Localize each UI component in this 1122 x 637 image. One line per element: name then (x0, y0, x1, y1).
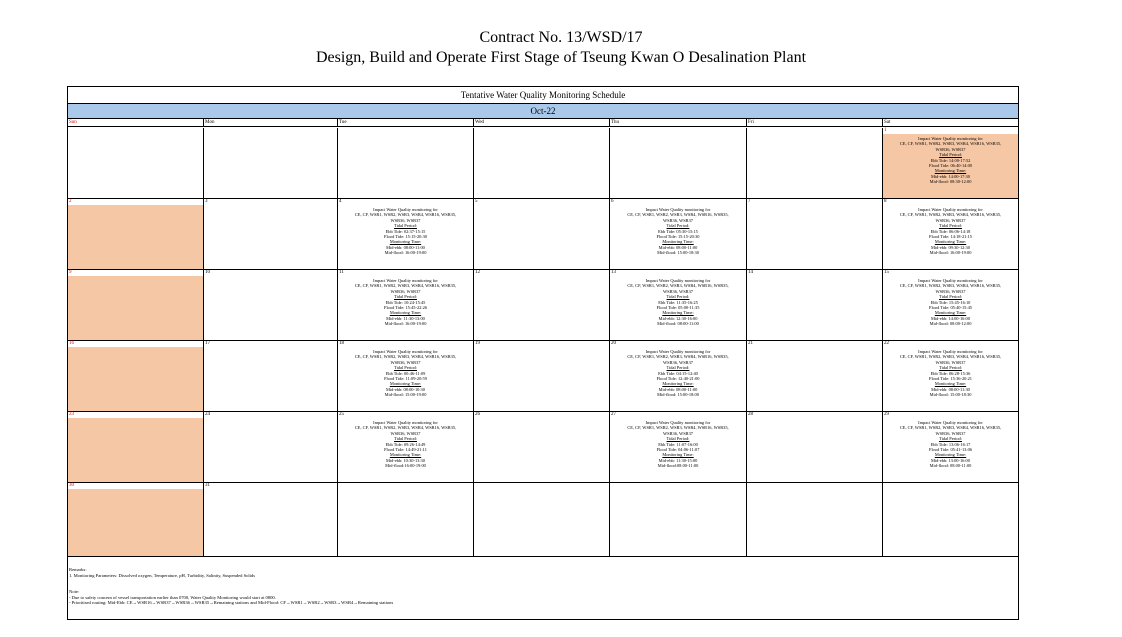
mid-ebb: Mid-ebb: 11:30-15:00 (658, 457, 698, 463)
note-heading: Note: (69, 589, 80, 595)
mid-flood: Mid-flood: 08:00-11:00 (657, 321, 699, 327)
day-cell-15 (883, 270, 1018, 341)
monitoring-event (610, 349, 746, 398)
mid-ebb: Mid-ebb: 13:00-16:00 (931, 457, 970, 463)
empty-day-cell (610, 128, 747, 199)
empty-day-cell (68, 128, 204, 199)
mid-flood: Mid-flood: 08:00-11:00 (929, 463, 972, 469)
weekday-sat: Sat (883, 119, 1018, 127)
day-body (338, 489, 473, 556)
day-body (204, 276, 337, 340)
monitoring-time-heading: Monitoring Time: (934, 168, 967, 174)
event-stations: CE, CF, WSR1, WSR2, WSR3, WSR4, WSR16, WSR35, (899, 212, 1002, 218)
event-stations: WSR36, WSR37 (390, 430, 421, 436)
day-body (474, 205, 609, 269)
event-title: Impact Water Quality monitoring for (373, 207, 438, 212)
day-number: 30 (69, 483, 74, 488)
contract-number: Contract No. 13/WSD/17 (479, 29, 643, 46)
empty-day-cell (747, 128, 883, 199)
monitoring-event (338, 207, 473, 256)
day-number: 13 (611, 270, 616, 275)
day-cell-6 (610, 199, 747, 270)
weekday-tue: Tue (338, 119, 474, 127)
flood-tide: Flood Tide: 14:18-21:15 (929, 234, 972, 240)
monitoring-time-heading: Monitoring Time: (934, 452, 967, 458)
day-number: 5 (475, 199, 478, 204)
tidal-period-heading: Tidal Period: (939, 223, 962, 229)
event-title: Impact Water Quality monitoring for (918, 420, 983, 425)
weekday-wed: Wed (474, 119, 610, 127)
mid-flood: Mid-flood: 08:30-12:00 (929, 179, 972, 185)
event-title: Impact Water Quality monitoring for (918, 349, 983, 354)
monitoring-time-heading: Monitoring Time: (662, 452, 694, 458)
day-body (474, 134, 609, 198)
day-body (338, 276, 473, 340)
monitoring-time-heading: Monitoring Time: (934, 239, 967, 245)
ebb-tide: Ebb Tide: 05:30-15:15 (658, 228, 698, 234)
tidal-period-heading: Tidal Period: (939, 365, 962, 371)
event-stations: CE, CF, WSR1, WSR2, WSR3, WSR4, WSR16, WSR35, (627, 212, 729, 218)
day-body (747, 134, 882, 198)
day-body (338, 418, 473, 482)
day-body (474, 489, 609, 556)
day-number: 2 (69, 199, 72, 204)
empty-day-cell (883, 483, 1018, 557)
day-body (610, 489, 746, 556)
event-stations: WSR36, WSR37 (935, 359, 966, 365)
weekday-mon: Mon (204, 119, 338, 127)
event-stations: WSR36, WSR37 (663, 430, 693, 436)
day-body (204, 205, 337, 269)
event-stations: WSR36, WSR37 (663, 359, 693, 365)
day-cell-1 (883, 128, 1018, 199)
day-number: 14 (748, 270, 753, 275)
day-number: 21 (748, 341, 753, 346)
ebb-tide: Ebb Tide: 10:24-15:45 (385, 299, 426, 305)
ebb-tide: Ebb Tide: 15:45-16:10 (930, 299, 971, 305)
day-number: 6 (611, 199, 614, 204)
day-body (68, 418, 203, 482)
event-stations: CE, CF, WSR1, WSR2, WSR3, WSR4, WSR16, WSR35, (354, 354, 457, 360)
ebb-tide: Ebb Tide: 00:46-11:09 (385, 370, 426, 376)
mid-ebb: Mid-ebb: 08:00-10:30 (386, 386, 425, 392)
event-stations: CE, CF, WSR1, WSR2, WSR3, WSR4, WSR16, WSR35, (627, 354, 729, 360)
monitoring-event (883, 278, 1018, 327)
day-number: 31 (205, 483, 210, 488)
day-number: 3 (205, 199, 208, 204)
event-stations: CE, CF, WSR1, WSR2, WSR3, WSR4, WSR16, WSR35, (899, 354, 1002, 360)
event-stations: CE, CF, WSR1, WSR2, WSR3, WSR4, WSR16, WSR35, (354, 283, 457, 289)
flood-tide: Flood Tide: 14:49-21:11 (384, 447, 427, 453)
day-cell-31 (204, 483, 338, 557)
tidal-period-heading: Tidal Period: (939, 152, 962, 158)
event-stations: CE, CF, WSR1, WSR2, WSR3, WSR4, WSR16, WSR35, (354, 212, 457, 218)
note-line: - Prioritised routing: Mid-Ebb: CE→WSR16→WSR37→WSR36→WSR35→Remaining stations and Mid-Flood: CF→WSR1→WSR2→WSR3→WSR4→Remaining stations (69, 600, 394, 606)
mid-flood: Mid-flood: 15:00-19:00 (384, 392, 427, 398)
mid-ebb: Mid-ebb: 14:00-16:00 (931, 315, 970, 321)
day-body (747, 276, 882, 340)
monitoring-event (883, 420, 1018, 469)
day-cell-24 (204, 412, 338, 483)
day-cell-14 (747, 270, 883, 341)
monitoring-time-heading: Monitoring Time: (389, 239, 422, 245)
event-stations: CE, CF, WSR1, WSR2, WSR3, WSR4, WSR16, WSR35, (899, 425, 1002, 431)
event-title: Impact Water Quality monitoring for (918, 136, 983, 141)
day-cell-10 (204, 270, 338, 341)
monitoring-time-heading: Monitoring Time: (389, 381, 422, 387)
weekday-thu: Thu (610, 119, 747, 127)
tidal-period-heading: Tidal Period: (394, 436, 417, 442)
monitoring-event (610, 278, 746, 327)
event-stations: WSR36, WSR37 (663, 288, 693, 294)
calendar-frame (67, 86, 1019, 620)
day-number: 29 (884, 412, 889, 417)
day-body (204, 347, 337, 411)
monitoring-event (610, 207, 746, 256)
monitoring-event (883, 349, 1018, 398)
flood-tide: Flood Tide: 05:41-13:06 (929, 447, 972, 453)
mid-flood: Mid-flood: 16:00-19:00 (384, 250, 427, 256)
monitoring-event (338, 278, 473, 327)
day-body (474, 418, 609, 482)
event-title: Impact Water Quality monitoring for (918, 207, 983, 212)
event-stations: WSR36, WSR37 (390, 359, 421, 365)
day-cell-26 (474, 412, 610, 483)
tidal-period-heading: Tidal Period: (666, 294, 690, 300)
day-number: 17 (205, 341, 210, 346)
ebb-tide: Ebb Tide: 14:00-17:52 (930, 157, 971, 163)
ebb-tide: Ebb Tide: 02:37-15:15 (385, 228, 426, 234)
day-number: 10 (205, 270, 210, 275)
mid-flood: Mid-flood: 08:00-12:00 (929, 321, 972, 327)
mid-ebb: Mid-ebb: 08:00-11:30 (931, 386, 970, 392)
day-number: 4 (339, 199, 342, 204)
event-title: Impact Water Quality monitoring for (645, 420, 711, 425)
weekday-sun: Sun (68, 119, 204, 127)
day-body (68, 347, 203, 411)
day-number: 25 (339, 412, 344, 417)
day-body (68, 134, 203, 198)
tidal-period-heading: Tidal Period: (394, 223, 417, 229)
day-number: 23 (69, 412, 74, 417)
day-body (204, 134, 337, 198)
monitoring-event (883, 207, 1018, 256)
event-title: Impact Water Quality monitoring for (645, 349, 711, 354)
mid-flood: Mid-flood: 16:00-19:00 (929, 250, 972, 256)
day-number: 15 (884, 270, 889, 275)
day-cell-22 (883, 341, 1018, 412)
mid-ebb: Mid-ebb: 08:00-11:00 (658, 244, 698, 250)
mid-flood: Mid-flood: 16:00-19:00 (384, 321, 427, 327)
event-stations: WSR36, WSR37 (935, 146, 966, 152)
tidal-period-heading: Tidal Period: (666, 365, 690, 371)
day-number: 16 (69, 341, 74, 346)
day-cell-3 (204, 199, 338, 270)
day-body (883, 347, 1018, 411)
day-cell-12 (474, 270, 610, 341)
day-number: 7 (748, 199, 751, 204)
ebb-tide: Ebb Tide: 06:28-15:36 (930, 370, 971, 376)
remarks-block (69, 567, 1009, 606)
mid-flood: Mid-flood:16:00-19:00 (385, 463, 426, 469)
ebb-tide: Ebb Tide: 11:35-16:25 (658, 299, 698, 305)
mid-ebb: Mid-ebb: 14:00-17:30 (931, 173, 970, 179)
day-number: 19 (475, 341, 480, 346)
day-cell-21 (747, 341, 883, 412)
monitoring-time-heading: Monitoring Time: (389, 452, 422, 458)
day-body (747, 489, 882, 556)
day-body (204, 418, 337, 482)
day-body (610, 418, 746, 482)
flood-tide: Flood Tide: 05:00-11:35 (656, 305, 700, 311)
day-number: 24 (205, 412, 210, 417)
empty-day-cell (204, 128, 338, 199)
day-cell-29 (883, 412, 1018, 483)
ebb-tide: Ebb Tide: 04:15-12:40 (658, 370, 698, 376)
day-cell-23 (68, 412, 204, 483)
event-title: Impact Water Quality monitoring for (918, 278, 983, 283)
project-title: Design, Build and Operate First Stage of Tseung Kwan O Desalination Plant (315, 49, 807, 66)
flood-tide: Flood Tide: 15:45-22:26 (384, 305, 427, 311)
day-cell-4 (338, 199, 474, 270)
event-title: Impact Water Quality monitoring for (645, 278, 711, 283)
remarks-item: 1. Monitoring Parameters: Dissolved oxygen, Temperature, pH, Turbidity, Salinity, Suspended Solids (69, 572, 256, 578)
ebb-tide: Ebb Tide: 06:06-14:18 (930, 228, 971, 234)
empty-day-cell (610, 483, 747, 557)
flood-tide: Flood Tide: 06:40-14:00 (929, 163, 972, 169)
flood-tide: Flood Tide: 15:15-20:30 (656, 234, 700, 240)
ebb-tide: Ebb Tide: 09:26-14:49 (385, 441, 426, 447)
day-number: 28 (748, 412, 753, 417)
mid-ebb: Mid-ebb: 08:00-11:00 (658, 386, 698, 392)
day-cell-8 (883, 199, 1018, 270)
ebb-tide: Ebb Tide: 13:06-16:17 (930, 441, 971, 447)
event-title: Impact Water Quality monitoring for (373, 349, 438, 354)
ebb-tide: Ebb Tide: 11:07-16:00 (658, 441, 698, 447)
day-cell-20 (610, 341, 747, 412)
monitoring-time-heading: Monitoring Time: (934, 381, 967, 387)
event-stations: WSR36, WSR37 (390, 288, 421, 294)
weekday-fri: Fri (747, 119, 883, 127)
event-title: Impact Water Quality monitoring for (645, 207, 711, 212)
day-number: 9 (69, 270, 72, 275)
empty-day-cell (474, 128, 610, 199)
day-number: 11 (339, 270, 344, 275)
day-body (204, 489, 337, 556)
day-body (883, 489, 1018, 556)
day-body (747, 205, 882, 269)
day-body (338, 134, 473, 198)
flood-tide: Flood Tide: 11:09-20:59 (384, 376, 427, 382)
monitoring-event (883, 136, 1018, 185)
event-stations: CE, CF, WSR1, WSR2, WSR3, WSR4, WSR16, WSR35, (899, 141, 1002, 147)
mid-flood: Mid-flood: 15:00-18:30 (657, 250, 699, 256)
empty-day-cell (338, 128, 474, 199)
day-body (610, 205, 746, 269)
day-body (610, 347, 746, 411)
flood-tide: Flood Tide: 12:40-21:00 (656, 376, 700, 382)
day-cell-17 (204, 341, 338, 412)
day-body (747, 418, 882, 482)
event-stations: WSR36, WSR37 (390, 217, 421, 223)
day-cell-30 (68, 483, 204, 557)
event-title: Impact Water Quality monitoring for (373, 278, 438, 283)
tidal-period-heading: Tidal Period: (394, 365, 417, 371)
day-cell-9 (68, 270, 204, 341)
monitoring-event (610, 420, 746, 469)
day-number: 8 (884, 199, 887, 204)
day-cell-28 (747, 412, 883, 483)
mid-ebb: Mid-ebb: 11:30-13:00 (386, 315, 425, 321)
day-number: 18 (339, 341, 344, 346)
day-body (68, 276, 203, 340)
event-stations: WSR36, WSR37 (935, 430, 966, 436)
tidal-period-heading: Tidal Period: (939, 436, 962, 442)
flood-tide: Flood Tide: 15:36-20:21 (929, 376, 972, 382)
day-body (610, 276, 746, 340)
day-body (68, 489, 203, 556)
day-body (883, 276, 1018, 340)
day-body (338, 205, 473, 269)
day-number: 27 (611, 412, 616, 417)
tidal-period-heading: Tidal Period: (666, 436, 690, 442)
day-number: 12 (475, 270, 480, 275)
monitoring-time-heading: Monitoring Time: (662, 310, 694, 316)
flood-tide: Flood Tide: 15:15-20:30 (384, 234, 427, 240)
month-band: Oct-22 (68, 104, 1018, 119)
day-cell-27 (610, 412, 747, 483)
day-cell-2 (68, 199, 204, 270)
day-number: 20 (611, 341, 616, 346)
day-cell-25 (338, 412, 474, 483)
mid-ebb: Mid-ebb: 08:00-11:00 (386, 244, 425, 250)
event-stations: WSR36, WSR37 (935, 217, 966, 223)
event-stations: WSR36, WSR37 (663, 217, 693, 223)
day-body (883, 418, 1018, 482)
note-line: - Due to safety concern of vessel transportation earlier than 0700, Water Quality Monitoring would start at 0800. (69, 594, 276, 600)
day-body (883, 205, 1018, 269)
mid-ebb: Mid-ebb: 10:30-13:30 (386, 457, 425, 463)
day-body (610, 134, 746, 198)
event-stations: WSR36, WSR37 (935, 288, 966, 294)
day-cell-7 (747, 199, 883, 270)
day-body (68, 205, 203, 269)
tidal-period-heading: Tidal Period: (666, 223, 690, 229)
day-cell-16 (68, 341, 204, 412)
mid-ebb: Mid-ebb: 09:30-12:30 (931, 244, 970, 250)
day-body (747, 347, 882, 411)
flood-tide: Flood Tide: 04:06-11:07 (656, 447, 700, 453)
event-stations: CE, CF, WSR1, WSR2, WSR3, WSR4, WSR16, WSR35, (899, 283, 1002, 289)
flood-tide: Flood Tide: 05:40-15:45 (929, 305, 972, 311)
remarks-heading: Remarks: (69, 567, 87, 572)
empty-day-cell (747, 483, 883, 557)
monitoring-time-heading: Monitoring Time: (662, 239, 694, 245)
day-number: 26 (475, 412, 480, 417)
day-cell-11 (338, 270, 474, 341)
monitoring-event (338, 349, 473, 398)
mid-ebb: Mid-ebb: 12:30-16:00 (658, 315, 698, 321)
day-number: 22 (884, 341, 889, 346)
empty-day-cell (338, 483, 474, 557)
day-cell-18 (338, 341, 474, 412)
schedule-title: Tentative Water Quality Monitoring Schedule (68, 87, 1018, 104)
tidal-period-heading: Tidal Period: (939, 294, 962, 300)
day-cell-13 (610, 270, 747, 341)
day-body (338, 347, 473, 411)
day-body (474, 347, 609, 411)
day-number: 1 (884, 128, 887, 133)
monitoring-time-heading: Monitoring Time: (662, 381, 694, 387)
day-cell-19 (474, 341, 610, 412)
mid-flood: Mid-flood: 15:00-18:30 (929, 392, 972, 398)
event-title: Impact Water Quality monitoring for (373, 420, 438, 425)
mid-flood: Mid-flood: 15:00-18:00 (657, 392, 699, 398)
tidal-period-heading: Tidal Period: (394, 294, 417, 300)
day-body (883, 134, 1018, 198)
day-cell-5 (474, 199, 610, 270)
monitoring-time-heading: Monitoring Time: (389, 310, 422, 316)
event-stations: CE, CF, WSR1, WSR2, WSR3, WSR4, WSR16, WSR35, (354, 425, 457, 431)
empty-day-cell (474, 483, 610, 557)
day-body (474, 276, 609, 340)
event-stations: CE, CF, WSR1, WSR2, WSR3, WSR4, WSR16, WSR35, (627, 283, 729, 289)
mid-flood: Mid-flood:08:00-11:00 (657, 463, 699, 469)
monitoring-time-heading: Monitoring Time: (934, 310, 967, 316)
monitoring-event (338, 420, 473, 469)
event-stations: CE, CF, WSR1, WSR2, WSR3, WSR4, WSR16, WSR35, (627, 425, 729, 431)
